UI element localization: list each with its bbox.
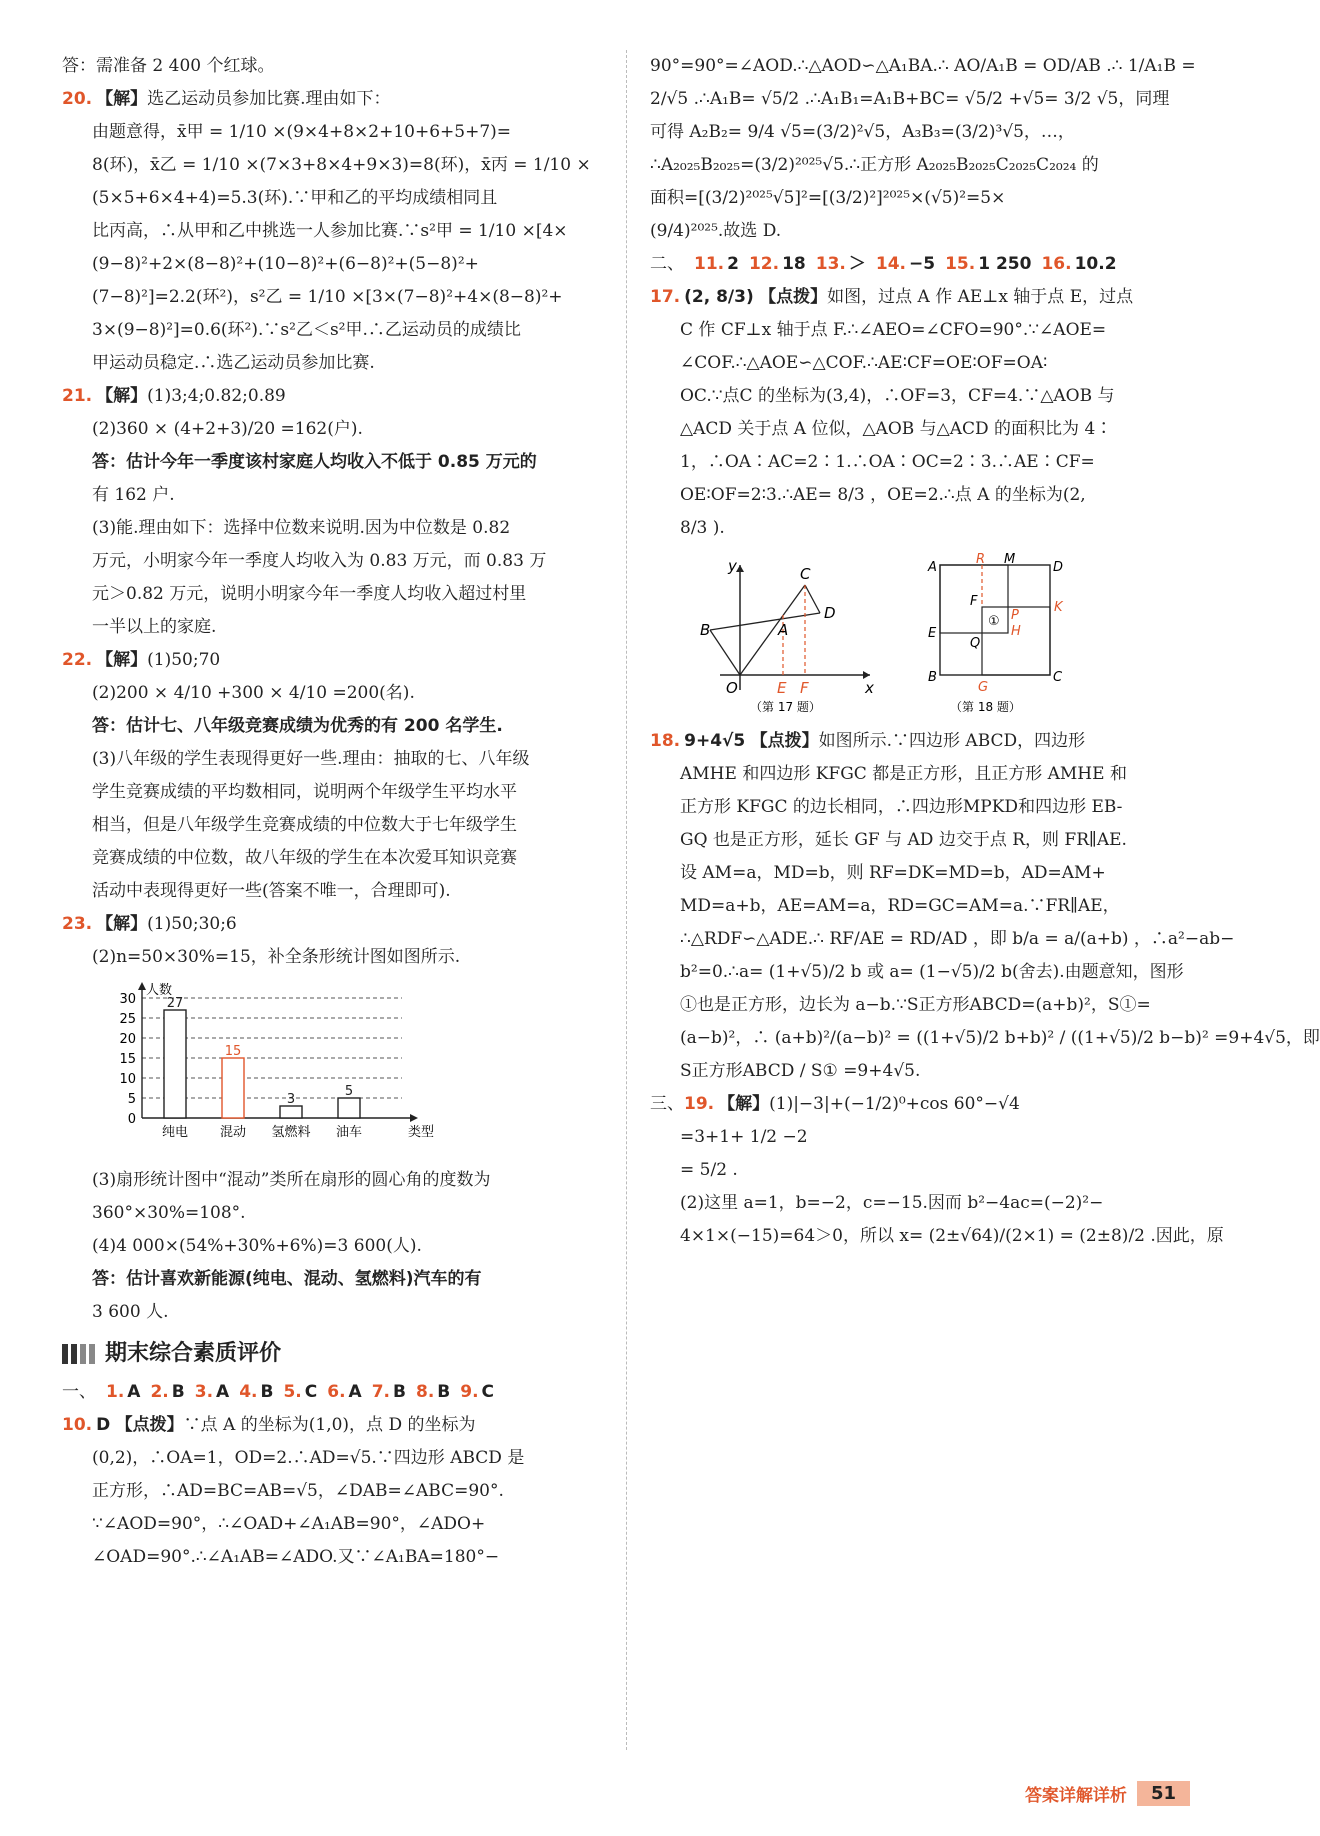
question-17: [650, 281, 1190, 545]
part-prefix: 一、: [62, 1382, 96, 1402]
text-line: 一半以上的家庭.: [92, 617, 217, 637]
mc-number: 5.: [283, 1382, 302, 1402]
bar-chart: [102, 978, 600, 1160]
text-line: 2/√5 .∴A₁B= √5/2 .∴A₁B₁=A₁B+BC= √5/2 +√5= 3/2 √5，同理: [650, 89, 1170, 109]
hint-tag: 【点拨】: [759, 287, 828, 307]
fill-in-answers: [650, 248, 1190, 281]
text-line: = 5/2 .: [680, 1160, 738, 1180]
fill-number: 14.: [875, 254, 907, 274]
label-e: E: [928, 626, 937, 641]
text-line: 设 AM=a，MD=b，则 RF=DK=MD=b，AD=AM+: [680, 863, 1106, 883]
part-prefix: 三、: [650, 1094, 684, 1114]
mc-answer: C: [481, 1382, 495, 1402]
y-axis-arrow: [736, 565, 744, 572]
label-c: C: [800, 565, 811, 583]
text-line: ∠COF.∴△AOE∽△COF.∴AE∶CF=OE∶OF=OA∶: [680, 353, 1048, 373]
text-line: (3)八年级的学生表现得更好一些.理由：抽取的七、八年级: [92, 749, 530, 769]
bar: [164, 1010, 186, 1118]
text-line: (2)200 × 4/10 +300 × 4/10 =200(名).: [92, 683, 415, 703]
question-18: [650, 725, 1320, 1088]
text-line: (0,2)，∴OA=1，OD=2.∴AD=√5.∵四边形 ABCD 是: [92, 1448, 525, 1468]
fill-number: 15.: [945, 254, 976, 274]
mc-number: 8.: [415, 1382, 435, 1402]
question-21: [62, 380, 600, 644]
text-line: 8(环)，x̄乙 = 1/10 ×(7×3+8×4+9×3)=8(环)，x̄丙 = 1/10 ×: [92, 155, 591, 175]
segment-cd: [805, 585, 820, 613]
text-line: (1)50;70: [147, 650, 221, 670]
solution-tag: 【解】: [718, 1094, 770, 1114]
figure-18-caption: （第 18 题）: [950, 700, 1021, 714]
label-f: F: [970, 594, 978, 609]
y-axis-arrow: [138, 982, 146, 990]
category-label: 氢燃料: [271, 1125, 311, 1140]
left-column: [62, 50, 600, 1574]
section-title-text: 期末综合素质评价: [105, 1341, 282, 1366]
question-10-continued: [650, 50, 1196, 248]
mc-number: 1.: [106, 1382, 125, 1402]
text-line: (7−8)²]=2.2(环²)，s²乙 = 1/10 ×[3×(7−8)²+4×(8−8)²+: [92, 287, 563, 307]
mc-answer: B: [171, 1382, 185, 1402]
mc-answer: A: [216, 1382, 230, 1402]
text-line: 答：估计今年一季度该村家庭人均收入不低于 0.85 万元的: [92, 452, 537, 472]
mc-number: 9.: [460, 1382, 479, 1402]
y-tick-label: 20: [119, 1032, 136, 1047]
hint-tag: 【点拨】: [115, 1415, 184, 1435]
question-number: 22.: [62, 650, 93, 670]
y-axis-label: 人数: [146, 983, 173, 998]
text-line: (4)4 000×(54%+30%+6%)=3 600(人).: [92, 1236, 422, 1256]
figure-18: [920, 552, 1080, 715]
text-line: S正方形ABCD / S① =9+4√5.: [680, 1061, 921, 1081]
fill-answer: 1 250: [978, 254, 1032, 274]
text-line: ∵点 A 的坐标为(1,0)，点 D 的坐标为: [183, 1415, 476, 1435]
label-y: y: [728, 557, 737, 575]
hint-tag: 【点拨】: [750, 731, 819, 751]
question-number: 21.: [62, 386, 93, 406]
text-line: 正方形，∴AD=BC=AB=√5，∠DAB=∠ABC=90°.: [92, 1481, 504, 1501]
mc-answer: A: [348, 1382, 362, 1402]
text-line: 3×(9−8)²]=0.6(环²).∵s²乙＜s²甲.∴乙运动员的成绩比: [92, 320, 521, 340]
mc-number: 7.: [371, 1382, 391, 1402]
right-column: [650, 50, 1320, 1253]
text-line: 360°×30%=108°.: [92, 1203, 246, 1223]
text-line: 可得 A₂B₂= 9/4 √5=(3/2)²√5，A₃B₃=(3/2)³√5，…，: [650, 122, 1075, 142]
mc-number: 3.: [194, 1382, 214, 1402]
label-g: G: [978, 680, 989, 695]
y-tick-label: 0: [127, 1112, 136, 1127]
y-tick-label: 10: [119, 1072, 136, 1087]
text-line: AMHE 和四边形 KFGC 都是正方形，且正方形 AMHE 和: [680, 764, 1127, 784]
text-line: ∴△RDF∽△ADE.∴ RF/AE = RD/AD ，即 b/a = a/(a+b) ，∴a²−ab−: [680, 929, 1235, 949]
footer-label: 答案详解详析: [1024, 1786, 1127, 1806]
figure-17-caption: （第 17 题）: [750, 700, 821, 714]
label-b: B: [700, 621, 711, 639]
text-line: 相当，但是八年级学生竞赛成绩的中位数大于七年级学生: [92, 815, 517, 835]
segment-oc: [740, 585, 805, 675]
text-line: 比丙高，∴从甲和乙中挑选一人参加比赛.∵s²甲 = 1/10 ×[4×: [92, 221, 568, 241]
segment-bd: [710, 613, 820, 630]
fill-number: 12.: [748, 254, 780, 274]
label-m: M: [1004, 552, 1016, 567]
x-axis-label: 类型: [408, 1125, 435, 1140]
label-a: A: [928, 560, 937, 575]
text-line: 竞赛成绩的中位数，故八年级的学生在本次爱耳知识竞赛: [92, 848, 517, 868]
mc-answer: B: [393, 1382, 406, 1402]
fill-number: 11.: [694, 254, 725, 274]
y-tick-label: 30: [119, 992, 136, 1007]
mc-number: 4.: [239, 1382, 258, 1402]
page-number: 51: [1137, 1781, 1190, 1806]
text-line: 有 162 户.: [92, 485, 175, 505]
label-x: x: [865, 679, 874, 697]
question-answer: (2, 8/3): [684, 287, 754, 307]
question-10: [62, 1409, 600, 1574]
text-line: =3+1+ 1/2 −2: [680, 1127, 808, 1147]
question-answer: D: [96, 1415, 111, 1435]
question-19: [650, 1088, 1224, 1253]
text-line: ∵∠AOD=90°，∴∠OAD+∠A₁AB=90°，∠ADO+: [92, 1514, 486, 1534]
bar-value-label: 3: [286, 1092, 296, 1107]
label-k: K: [1054, 600, 1063, 615]
text-line: 1，∴OA∶AC=2∶1.∴OA∶OC=2∶3.∴AE∶CF=: [680, 452, 1095, 472]
text-line: 选乙运动员参加比赛.理由如下：: [147, 89, 391, 109]
bar-value-label: 15: [224, 1044, 242, 1059]
question-23: [62, 908, 600, 1329]
answer-line: 答：需准备 2 400 个红球。: [62, 56, 275, 76]
text-line: (a−b)²，∴ (a+b)²/(a−b)² = ((1+√5)/2 b+b)² / ((1+√5)/2 b−b)² =9+4√5，即: [680, 1028, 1320, 1048]
text-line: ①也是正方形，边长为 a−b.∵S正方形ABCD=(a+b)²，S①=: [680, 995, 1151, 1015]
column-divider: [626, 50, 627, 1750]
mc-answer: B: [260, 1382, 274, 1402]
y-tick-label: 15: [119, 1052, 136, 1067]
fill-answer: ＞: [848, 254, 866, 274]
x-axis-arrow: [410, 1114, 418, 1122]
solution-tag: 【解】: [96, 386, 148, 406]
section-bars-icon: [62, 1344, 95, 1364]
multiple-choice-answers: [62, 1376, 600, 1409]
label-q: Q: [970, 636, 981, 651]
mc-answer: B: [437, 1382, 451, 1402]
bar-value-label: 5: [344, 1084, 354, 1099]
fill-answer: 10.2: [1074, 254, 1117, 274]
text-line: (2)360 × (4+2+3)/20 =162(户).: [92, 419, 363, 439]
fill-answer: 2: [727, 254, 739, 274]
text-line: (2)这里 a=1，b=−2，c=−15.因而 b²−4ac=(−2)²−: [680, 1193, 1104, 1213]
text-line: (5×5+6×4+4)=5.3(环).∵甲和乙的平均成绩相同且: [92, 188, 498, 208]
text-line: (1)|−3|+(−1/2)⁰+cos 60°−√4: [769, 1094, 1020, 1114]
text-line: GQ 也是正方形，延长 GF 与 AD 边交于点 R，则 FR∥AE.: [680, 830, 1127, 850]
text-line: 4×1×(−15)=64＞0，所以 x= (2±√64)/(2×1) = (2±8)/2 .因此，原: [680, 1226, 1224, 1246]
solution-tag: 【解】: [96, 89, 148, 109]
fill-number: 16.: [1041, 254, 1072, 274]
bar: [222, 1058, 244, 1118]
text-line: 如图所示.∵四边形 ABCD，四边形: [818, 731, 1086, 751]
text-line: (9−8)²+2×(8−8)²+(10−8)²+(6−8)²+(5−8)²+: [92, 254, 479, 274]
question-20: [62, 83, 600, 380]
question-number: 23.: [62, 914, 93, 934]
text-line: MD=a+b，AE=AM=a，RD=GC=AM=a.∵FR∥AE，: [680, 896, 1120, 916]
text-line: △ACD 关于点 A 位似，△AOB 与△ACD 的面积比为 4∶: [680, 419, 1113, 439]
text-line: ∠OAD=90°.∴∠A₁AB=∠ADO.又∵∠A₁BA=180°−: [92, 1547, 500, 1567]
bar-chart-svg: [102, 978, 462, 1148]
text-line: 学生竞赛成绩的平均数相同，说明两个年级学生平均水平: [92, 782, 517, 802]
text-line: C 作 CF⊥x 轴于点 F.∴∠AEO=∠CFO=90°.∵∠AOE=: [680, 320, 1107, 340]
fill-answer: 18: [782, 254, 806, 274]
category-label: 纯电: [161, 1125, 189, 1140]
text-line: 90°=90°=∠AOD.∴△AOD∽△A₁BA.∴ AO/A₁B = OD/AB .∴ 1/A₁B =: [650, 56, 1196, 76]
page-footer: [1025, 1781, 1190, 1806]
label-p: P: [1011, 608, 1019, 623]
question-number: 19.: [684, 1094, 715, 1114]
text-line: 由题意得，x̄甲 = 1/10 ×(9×4+8×2+10+6+5+7)=: [92, 122, 512, 142]
text-line: 正方形 KFGC 的边长相同，∴四边形MPKD和四边形 EB-: [680, 797, 1123, 817]
text-line: 3 600 人.: [92, 1302, 169, 1322]
mc-answer: C: [304, 1382, 318, 1402]
mc-answer: A: [127, 1382, 141, 1402]
question-22: [62, 644, 600, 908]
figure-17: [700, 555, 880, 715]
bar-value-label: 27: [166, 996, 184, 1011]
question-number: 10.: [62, 1415, 93, 1435]
text-line: 如图，过点 A 作 AE⊥x 轴于点 E，过点: [827, 287, 1134, 307]
solution-tag: 【解】: [96, 650, 148, 670]
label-c: C: [1053, 670, 1063, 685]
label-h: H: [1011, 624, 1021, 639]
section-title: [62, 1337, 600, 1370]
text-line: 面积=[(3/2)²⁰²⁵√5]²=[(3/2)²]²⁰²⁵×(√5)²=5×: [650, 188, 1006, 208]
text-line: 万元，小明家今年一季度人均收入为 0.83 万元，而 0.83 万: [92, 551, 547, 571]
solution-tag: 【解】: [96, 914, 148, 934]
question-number: 18.: [650, 731, 681, 751]
text-line: b²=0.∴a= (1+√5)/2 b 或 a= (1−√5)/2 b(舍去).由题意知，图形: [680, 962, 1184, 982]
mc-number: 2.: [150, 1382, 169, 1402]
text-line: 8/3 ).: [680, 518, 725, 538]
figures-row: [700, 552, 1190, 715]
y-tick-label: 25: [119, 1012, 136, 1027]
label-e: E: [777, 679, 787, 697]
y-tick-label: 5: [127, 1092, 136, 1107]
text-line: OC.∵点C 的坐标为(3,4)，∴OF=3，CF=4.∵△AOB 与: [680, 386, 1115, 406]
text-line: 活动中表现得更好一些(答案不唯一，合理即可).: [92, 881, 451, 901]
x-axis-arrow: [863, 671, 870, 679]
question-number: 20.: [62, 89, 93, 109]
question-number: 17.: [650, 287, 681, 307]
label-o: O: [726, 679, 738, 697]
label-f: F: [800, 679, 809, 697]
text-line: OE∶OF=2∶3.∴AE= 8/3 ，OE=2.∴点 A 的坐标为(2,: [680, 485, 1086, 505]
text-line: (3)能.理由如下：选择中位数来说明.因为中位数是 0.82: [92, 518, 511, 538]
category-label: 油车: [335, 1125, 363, 1140]
text-line: (2)n=50×30%=15，补全条形统计图如图所示.: [92, 947, 461, 967]
bar: [338, 1098, 360, 1118]
label-region-1: ①: [988, 614, 1000, 629]
text-line: 元＞0.82 万元，说明小明家今年一季度人均收入超过村里: [92, 584, 527, 604]
label-d: D: [1053, 560, 1064, 575]
text-line: ∴A₂₀₂₅B₂₀₂₅=(3/2)²⁰²⁵√5.∴正方形 A₂₀₂₅B₂₀₂₅C₂₀₂₅C₂₀₂₄ 的: [650, 155, 1099, 175]
label-d: D: [824, 604, 836, 622]
text-line: 甲运动员稳定.∴选乙运动员参加比赛.: [92, 353, 375, 373]
segment-bo: [710, 630, 740, 675]
label-b: B: [928, 670, 937, 685]
category-label: 混动: [219, 1125, 247, 1140]
fill-answer: −5: [909, 254, 936, 274]
part-prefix: 二、: [650, 254, 684, 274]
question-answer: 9+4√5: [684, 731, 746, 751]
label-r: R: [976, 552, 986, 567]
text-line: (1)3;4;0.82;0.89: [147, 386, 286, 406]
text-line: (1)50;30;6: [147, 914, 237, 934]
text-line: (9/4)²⁰²⁵.故选 D.: [650, 221, 782, 241]
bar: [280, 1106, 302, 1118]
text-line: (3)扇形统计图中“混动”类所在扇形的圆心角的度数为: [92, 1170, 491, 1190]
text-line: 答：估计七、八年级竞赛成绩为优秀的有 200 名学生.: [92, 716, 503, 736]
mc-number: 6.: [327, 1382, 346, 1402]
text-line: 答：估计喜欢新能源(纯电、混动、氢燃料)汽车的有: [92, 1269, 482, 1289]
label-a: A: [778, 621, 789, 639]
fill-number: 13.: [815, 254, 846, 274]
